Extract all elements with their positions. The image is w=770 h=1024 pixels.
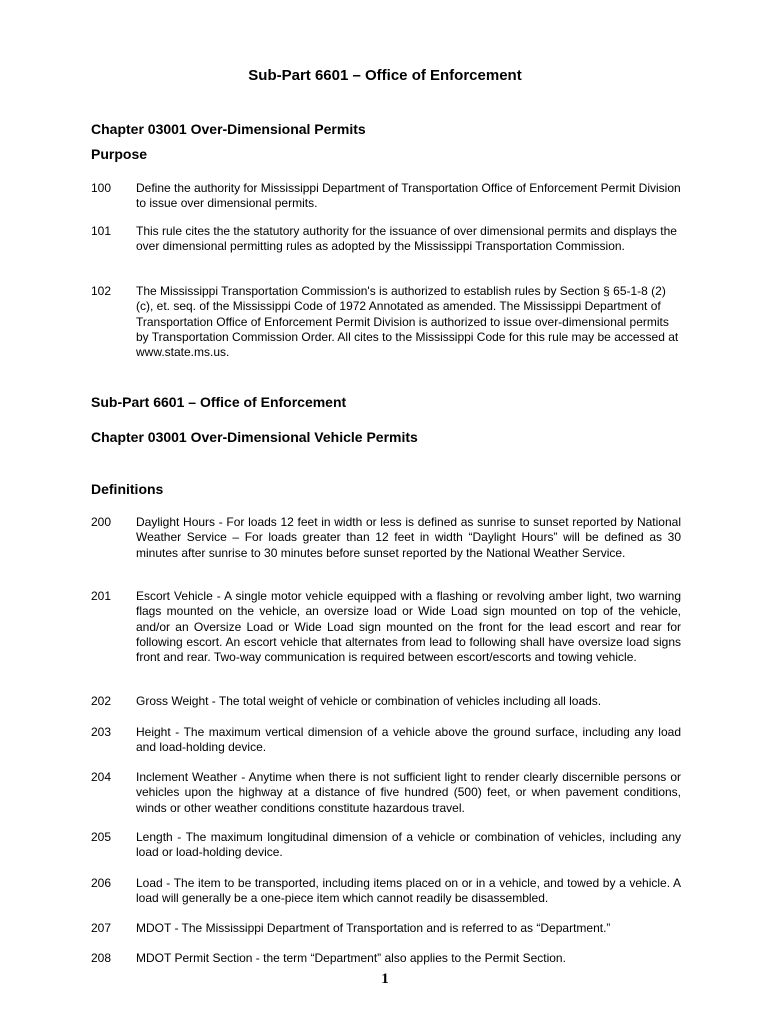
paragraph-text: Inclement Weather - Anytime when there is not sufficient light to render clearly discernible persons or vehicles upon the highway at a distance of five hundred (500) feet, or when pavement conditions, winds or other weather conditions constitute hazardous travel. [136,770,681,815]
paragraph-text: Define the authority for Mississippi Department of Transportation Office of Enforcement Permit Division to issue over dimensional permits. [136,181,681,211]
paragraph-number: 102 [91,284,112,298]
paragraph-text: Load - The item to be transported, including items placed on or in a vehicle, and towed by a vehicle. A load will generally be a one-piece item which cannot readily be disassembled. [136,876,681,906]
paragraph-207 [91,921,681,936]
paragraph-number: 207 [91,921,112,935]
paragraph-text: Gross Weight - The total weight of vehicle or combination of vehicles including all loads. [136,694,602,708]
paragraph-text: MDOT Permit Section - the term “Department” also applies to the Permit Section. [136,951,566,965]
paragraph-number: 100 [91,181,112,195]
paragraph-102 [91,284,681,360]
definitions-heading: Definitions [91,481,164,497]
paragraph-204 [91,770,681,816]
paragraph-number: 206 [91,876,112,890]
paragraph-202 [91,694,681,709]
paragraph-text: Daylight Hours - For loads 12 feet in width or less is defined as sunrise to sunset reported by National Weather Service – For loads greater than 12 feet in width “Daylight Hours” will be defined as 30 minutes after sunrise to 30 minutes before sunset reported by the National Weather Service. [136,515,681,560]
chapter-heading-permits: Chapter 03001 Over-Dimensional Permits [91,121,366,137]
page-title: Sub-Part 6601 – Office of Enforcement [248,67,522,84]
paragraph-number: 208 [91,951,112,965]
paragraph-text: Escort Vehicle - A single motor vehicle equipped with a flashing or revolving amber light, two warning flags mounted on the vehicle, an oversize load or Wide Load sign mounted on top of the vehicle, and/or an Oversize Load or Wide Load sign mounted on the front for the lead escort and rear for following escort. An escort vehicle that alternates from lead to following shall have oversize load signs front and rear. Two-way communication is required between escort/escorts and towing vehicle. [136,589,681,665]
purpose-heading: Purpose [91,146,148,162]
paragraph-205 [91,830,681,861]
paragraph-201 [91,589,681,665]
paragraph-text: MDOT - The Mississippi Department of Transportation and is referred to as “Department.” [136,921,611,935]
paragraph-number: 202 [91,694,112,708]
subpart-heading: Sub-Part 6601 – Office of Enforcement [91,394,347,410]
paragraph-text: Length - The maximum longitudinal dimension of a vehicle or combination of vehicles, including any load or load-holding device. [136,830,681,860]
paragraph-text: Height - The maximum vertical dimension of a vehicle above the ground surface, including any load and load-holding device. [136,725,681,755]
paragraph-number: 201 [91,589,112,603]
page-number: 1 [381,971,389,987]
paragraph-number: 205 [91,830,112,844]
paragraph-101 [91,224,681,255]
paragraph-203 [91,725,681,756]
paragraph-100 [91,181,681,212]
paragraph-number: 204 [91,770,112,784]
paragraph-number: 101 [91,224,112,238]
paragraph-206 [91,876,681,907]
paragraph-208 [91,951,681,966]
paragraph-text: The Mississippi Transportation Commission's is authorized to establish rules by Section § 65-1-8 (2)(c), et. seq. of the Mississippi Code of 1972 Annotated as amended. The Mississippi Department of Transportation Office of Enforcement Permit Division is authorized to issue over-dimensional permits by Transportation Commission Order. All cites to the Mississippi Code for this rule may be accessed at www.state.ms.us. [136,284,679,360]
paragraph-200 [91,515,681,561]
paragraph-text: This rule cites the the statutory authority for the issuance of over dimensional permits and displays the over dimensional permitting rules as adopted by the Mississippi Transportation Commission. [136,224,677,254]
paragraph-number: 200 [91,515,112,529]
chapter-heading-vehicle-permits: Chapter 03001 Over-Dimensional Vehicle Permits [91,429,418,445]
paragraph-number: 203 [91,725,112,739]
